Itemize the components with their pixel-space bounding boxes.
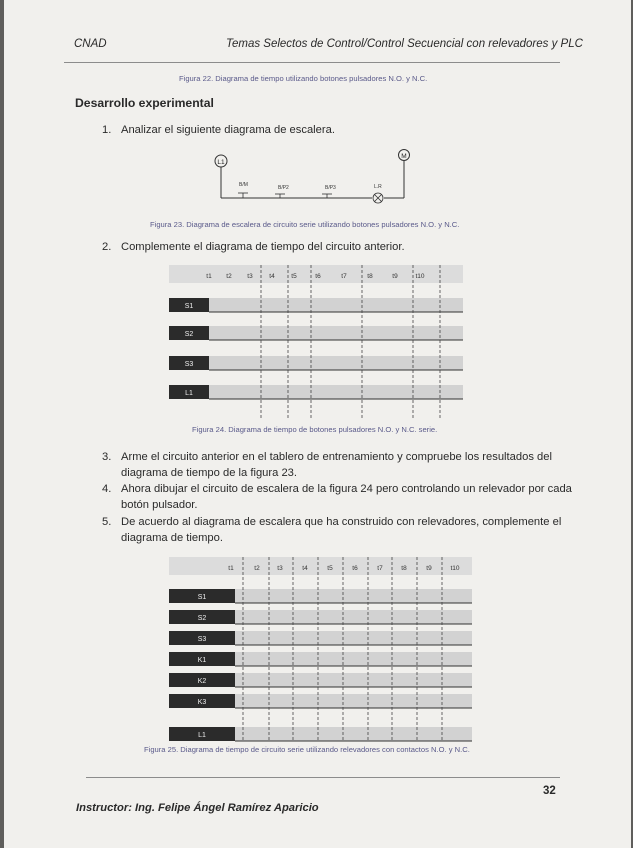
fig25-row-track-3 [235, 631, 472, 645]
fig25-timing-diagram [4, 0, 631, 848]
fig24-signal-s3: S3 [184, 361, 194, 368]
ladder-label-1: B/M [239, 182, 248, 188]
fig25-signal-l1: L1 [198, 732, 206, 739]
fig25-signal-s3: S3 [197, 636, 207, 643]
header-left: CNAD [74, 38, 107, 50]
item-4-line-1: Ahora dibujar el circuito de escalera de la figura 24 pero controlando un relevador por cada [121, 483, 572, 495]
fig24-time-label-2: t2 [226, 273, 232, 280]
item-5-line-2: diagrama de tiempo. [121, 532, 223, 544]
ladder-l1-label: L1 [217, 159, 225, 166]
footer-rule [86, 777, 560, 778]
fig24-time-label-4: t4 [269, 273, 275, 280]
item-1-text: Analizar el siguiente diagrama de escalera. [121, 124, 335, 136]
fig25-signal-s2: S2 [197, 615, 207, 622]
fig25-time-label-1: t1 [228, 565, 234, 572]
fig25-time-label-5: t5 [327, 565, 333, 572]
fig25-time-label-9: t9 [426, 565, 432, 572]
fig25-time-label-10: t10 [450, 565, 460, 572]
fig25-row-track-7 [235, 727, 472, 741]
fig24-time-label-1: t1 [206, 273, 212, 280]
fig24-signal-s1: S1 [184, 303, 194, 310]
page-number: 32 [543, 785, 556, 797]
fig25-row-track-1 [235, 589, 472, 603]
ladder-m-label: M [401, 153, 407, 160]
fig25-signal-k3: K3 [197, 699, 207, 706]
item-3-line-1: Arme el circuito anterior en el tablero de entrenamiento y compruebe los resultados del [121, 451, 552, 463]
fig24-time-label-10: t10 [415, 273, 425, 280]
fig24-time-label-8: t8 [367, 273, 373, 280]
instructor-line: Instructor: Ing. Felipe Ángel Ramírez Aparicio [76, 802, 319, 814]
ladder-label-4: L.R [374, 184, 382, 190]
item-4-line-2: botón pulsador. [121, 499, 198, 511]
document-page [4, 0, 631, 848]
fig24-time-label-7: t7 [341, 273, 347, 280]
item-4-number: 4. [102, 483, 112, 495]
fig25-row-track-2 [235, 610, 472, 624]
fig24-time-label-3: t3 [247, 273, 253, 280]
item-3-number: 3. [102, 451, 112, 463]
fig25-time-label-2: t2 [254, 565, 260, 572]
item-2-number: 2. [102, 241, 112, 253]
item-5-number: 5. [102, 516, 112, 528]
fig23-caption: Figura 23. Diagrama de escalera de circuito serie utilizando botones pulsadores N.O. y N.C. [150, 220, 460, 229]
fig25-signal-k2: K2 [197, 678, 207, 685]
fig24-caption: Figura 24. Diagrama de tiempo de botones pulsadores N.O. y N.C. serie. [192, 425, 438, 434]
fig25-time-label-8: t8 [401, 565, 407, 572]
fig24-time-label-9: t9 [392, 273, 398, 280]
fig24-signal-l1: L1 [185, 390, 193, 397]
fig25-signal-k1: K1 [197, 657, 207, 664]
item-1-number: 1. [102, 124, 112, 136]
fig25-row-track-6 [235, 694, 472, 708]
fig25-row-track-4 [235, 652, 472, 666]
fig25-time-label-7: t7 [377, 565, 383, 572]
ladder-label-3: B/P3 [325, 185, 336, 191]
fig24-time-label-5: t5 [291, 273, 297, 280]
item-3-line-2: diagrama de tiempo de la figura 23. [121, 467, 298, 479]
fig22-caption: Figura 22. Diagrama de tiempo utilizando botones pulsadores N.O. y N.C. [179, 74, 428, 83]
fig24-signal-s2: S2 [184, 331, 194, 338]
fig25-row-track-5 [235, 673, 472, 687]
ladder-label-2: B/P2 [278, 185, 289, 191]
section-title: Desarrollo experimental [75, 96, 214, 110]
fig25-time-label-4: t4 [302, 565, 308, 572]
item-5-line-1: De acuerdo al diagrama de escalera que ha construido con relevadores, complemente el [121, 516, 562, 528]
fig24-time-label-6: t6 [315, 273, 321, 280]
header-right: Temas Selectos de Control/Control Secuencial con relevadores y PLC [226, 38, 583, 50]
fig25-signal-s1: S1 [197, 594, 207, 601]
fig25-time-label-3: t3 [277, 565, 283, 572]
item-2-text: Complemente el diagrama de tiempo del circuito anterior. [121, 241, 405, 253]
fig25-caption: Figura 25. Diagrama de tiempo de circuito serie utilizando relevadores con contactos N.O. y N.C. [144, 745, 470, 754]
fig25-time-label-6: t6 [352, 565, 358, 572]
